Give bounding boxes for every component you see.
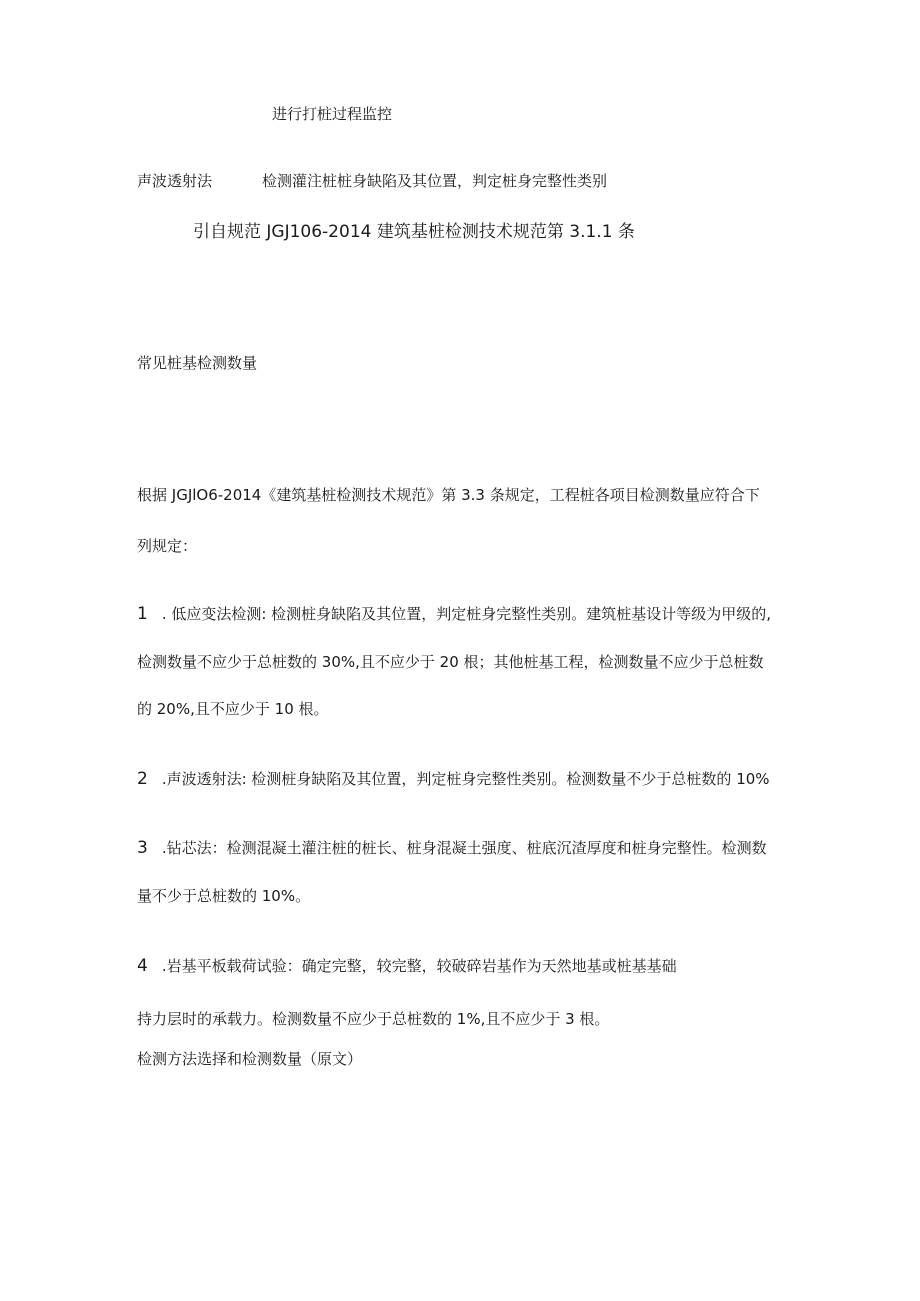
line-standard-reference: 引自规范 JGJ106-2014 建筑基桩检测技术规范第 3.1.1 条 [193,222,635,242]
item-text: . 低应变法检测: 检测桩身缺陷及其位置，判定桩身完整性类别。建筑桩基设计等级为甲级的, [161,605,771,623]
item-text: .岩基平板载荷试验：确定完整，较完整，较破碎岩基作为天然地基或桩基基础 [161,957,677,975]
line-pile-monitoring: 进行打桩过程监控 [272,105,393,123]
intro-line-1: 根据 JGJlO6-2014《建筑基桩检测技术规范》第 3.3 条规定，工程桩各项目检测数量应符合下 [137,486,760,504]
item-3-line-2: 量不少于总桩数的 10%。 [137,887,311,905]
method-purpose: 检测灌注桩桩身缺陷及其位置，判定桩身完整性类别 [262,172,608,190]
line-sonic-method [137,171,607,191]
item-1-line-1 [137,604,771,624]
item-1-line-2: 检测数量不应少于总桩数的 30%,且不应少于 20 根；其他桩基工程，检测数量不应少于总桩数 [137,653,764,671]
item-4-line-2: 持力层时的承载力。检测数量不应少于总桩数的 1%,且不应少于 3 根。 [137,1010,610,1028]
item-text: .钻芯法：检测混凝土灌注桩的桩长、桩身混凝土强度、桩底沉渣厚度和桩身完整性。检测数 [161,839,767,857]
intro-line-2: 列规定： [137,537,198,555]
item-3-line-1 [137,838,767,858]
item-text: .声波透射法: 检测桩身缺陷及其位置，判定桩身完整性类别。检测数量不少于总桩数的 10% [161,770,770,788]
item-number: 3 [137,838,148,858]
item-4-line-1 [137,956,677,976]
footer-caption: 检测方法选择和检测数量（原文） [137,1050,363,1068]
item-number: 2 [137,769,148,789]
item-1-line-3: 的 20%,且不应少于 10 根。 [137,700,329,718]
item-2-line-1 [137,769,770,789]
section-heading: 常见桩基检测数量 [137,354,258,372]
item-number: 4 [137,956,148,976]
method-name: 声波透射法 [137,172,213,190]
item-number: 1 [137,604,148,624]
